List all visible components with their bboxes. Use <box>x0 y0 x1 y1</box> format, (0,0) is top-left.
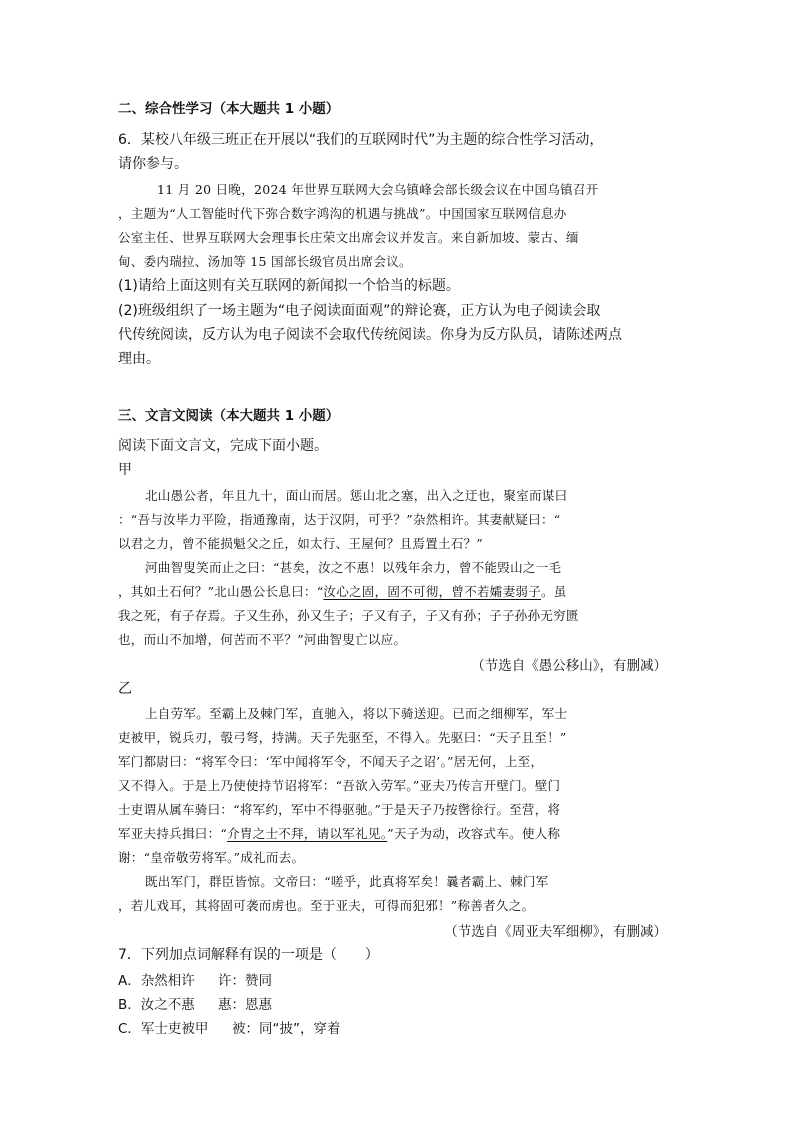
yi-line3: 军门都尉曰：“将军令曰：‘军中闻将军令，不闻天子之诏’。”居无何，上至， <box>118 754 544 769</box>
passage-yi-label: 乙 <box>118 681 132 697</box>
yi-source: （节选自《周亚夫军细柳》，有删减） <box>444 924 667 940</box>
yi-line4: 又不得入。于是上乃使使持节诏将军：“吾欲入劳军。”亚夫乃传言开壁门。壁门 <box>118 778 561 793</box>
yi-line8: 既出军门，群臣皆惊。文帝曰：“嗟乎，此真将军矣！曩者霸上、棘门军 <box>145 874 549 889</box>
yi-line6: 军亚夫持兵揖曰：“介胄之士不拜，请以军礼见。”天子为动，改容式车。使人称 <box>118 826 561 841</box>
news-line1: 11 月 20 日晚，2024 年世界互联网大会乌镇峰会部长级会议在中国乌镇召开 <box>157 182 599 197</box>
news-line3: 公室主任、世界互联网大会理事长庄荣文出席会议并发言。来自新加坡、蒙古、缅 <box>118 230 579 245</box>
q6-sub2-line2: 代传统阅读，反方认为电子阅读不会取代传统阅读。你身为反方队员，请陈述两点 <box>118 327 622 343</box>
section3-intro: 阅读下面文言文，完成下面小题。 <box>118 438 328 454</box>
q6-sub2-line1: (2)班级组织了一场主题为“电子阅读面面观”的辩论赛，正方认为电子阅读会取 <box>118 303 601 319</box>
yi-line9: ，若儿戏耳，其将固可袭而虏也。至于亚夫，可得而犯邪！”称善者久之。 <box>118 898 535 913</box>
q6-sub1: (1)请给上面这则有关互联网的新闻拟一个恰当的标题。 <box>118 278 460 294</box>
underlined-sentence-jia: 汝心之固，固不可彻，曾不若孀妻弱子 <box>323 584 541 599</box>
q6-stem-line1: 6．某校八年级三班正在开展以“我们的互联网时代”为主题的综合性学习活动， <box>118 132 604 148</box>
yi-line5: 士吏谓从属车骑曰：“将军约，军中不得驱驰。”于是天子乃按辔徐行。至营，将 <box>118 802 561 817</box>
yi-line7: 谢：“皇帝敬劳将军。”成礼而去。 <box>118 850 305 865</box>
underlined-sentence-yi: 介胄之士不拜，请以军礼见。 <box>227 826 388 841</box>
q7-option-a: A．杂然相许 许：赞同 <box>118 973 272 989</box>
section3-heading: 三、文言文阅读（本大题共 1 小题） <box>118 408 340 424</box>
yi-line1: 上自劳军。至霸上及棘门军，直驰入，将以下骑送迎。已而之细柳军，军士 <box>145 706 568 721</box>
jia-line5: ，其如土石何？”北山愚公长息曰：“汝心之固，固不可彻，曾不若孀妻弱子。虽 <box>118 584 567 599</box>
passage-jia-label: 甲 <box>118 462 132 478</box>
jia-line4: 河曲智叟笑而止之曰：“甚矣，汝之不惠！以残年余力，曾不能毁山之一毛 <box>145 560 562 575</box>
jia-source: （节选自《愚公移山》，有删减） <box>471 658 667 674</box>
q6-sub2-line3: 理由。 <box>118 351 160 367</box>
news-line2: ，主题为“人工智能时代下弥合数字鸿沟的机遇与挑战”。中国国家互联网信息办 <box>118 206 567 221</box>
jia-line6: 我之死，有子存焉。子又生孙，孙又生子；子又有子，子又有孙；子子孙孙无穷匮 <box>118 608 579 623</box>
jia-line7: 也，而山不加增，何苦而不平？”河曲智叟亡以应。 <box>118 632 407 647</box>
section2-heading: 二、综合性学习（本大题共 1 小题） <box>118 101 340 117</box>
jia-line3: 以君之力，曾不能损魁父之丘，如太行、王屋何？且焉置土石？” <box>118 536 484 551</box>
yi-line2: 吏被甲，锐兵刃，彀弓弩，持满。天子先驱至，不得入。先驱曰：“天子且至！” <box>118 730 567 745</box>
q6-stem-line2: 请你参与。 <box>118 156 188 172</box>
q7-option-c: C．军士吏被甲 被：同“披”，穿着 <box>118 1021 341 1037</box>
jia-line2: ：“吾与汝毕力平险，指通豫南，达于汉阴，可乎？”杂然相许。其妻献疑曰：“ <box>118 512 561 527</box>
q7-option-b: B．汝之不惠 惠：恩惠 <box>118 997 272 1013</box>
jia-line1: 北山愚公者，年且九十，面山而居。惩山北之塞，出入之迂也，聚室而谋曰 <box>145 488 568 503</box>
q7-stem: 7．下列加点词解释有误的一项是（ ） <box>118 947 379 963</box>
news-line4: 甸、委内瑞拉、汤加等 15 国部长级官员出席会议。 <box>118 254 412 269</box>
